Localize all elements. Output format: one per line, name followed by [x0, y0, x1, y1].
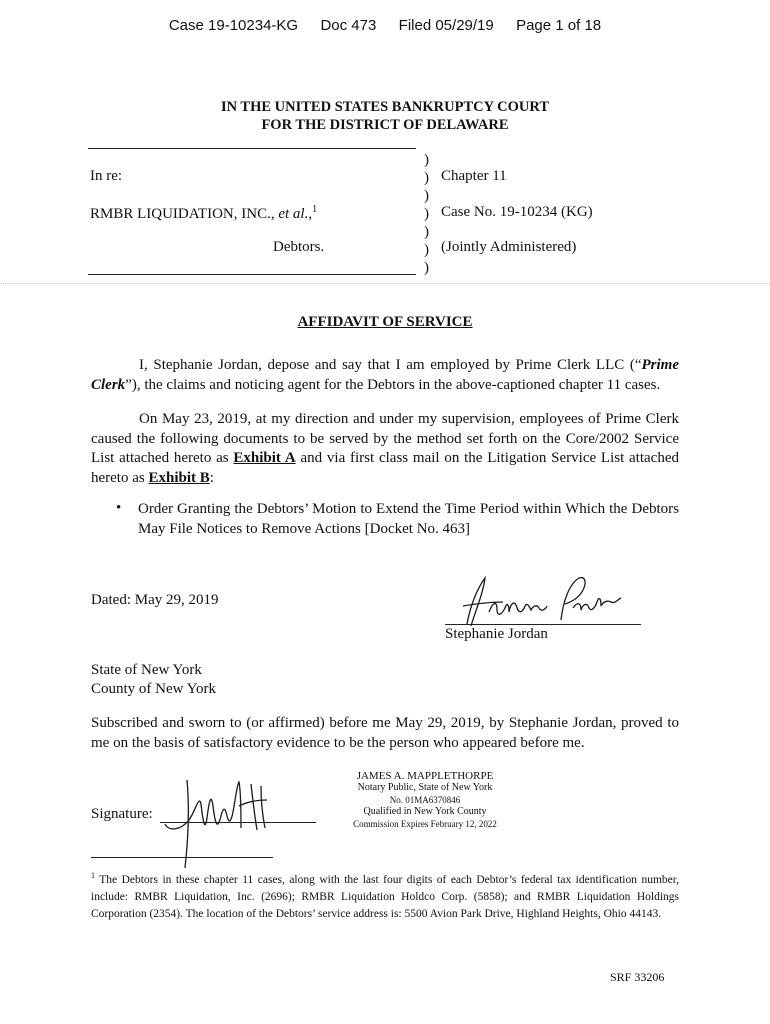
- case-no-label: Case No. 19-10234 (KG): [441, 204, 593, 220]
- served-document-item: Order Granting the Debtors’ Motion to Extend the Time Period within Which the Debtors May File Notices to Remove Actions [Docket No. 463]: [138, 501, 679, 537]
- bullet-dot: •: [116, 500, 122, 516]
- paren: ): [424, 170, 429, 186]
- dated-line: Dated: May 29, 2019: [91, 592, 219, 608]
- para2-text-c: :: [209, 469, 214, 486]
- filed-date: Filed 05/29/19: [398, 17, 494, 34]
- srf-number: SRF 33206: [610, 970, 665, 984]
- court-title: [0, 98, 770, 134]
- paren: ): [424, 224, 429, 240]
- in-re-label: In re:: [90, 168, 123, 184]
- court-line-1: IN THE UNITED STATES BANKRUPTCY COURT: [220, 99, 550, 115]
- footnote-text: The Debtors in these chapter 11 cases, along with the last four digits of each Debtor’s federal tax identification number, include: RMBR Liquidation, Inc. (2696); RMBR Liquidation Holdco Corp. (5858); and RMBR Liquidation Holdings Corporation (2354). The location of the Debtors’ service address is: 5500 Avion Park Drive, Highland Heights, Ohio 44143.: [91, 873, 679, 920]
- notary-stamp: [330, 770, 520, 830]
- paren: ): [424, 206, 429, 222]
- caption-top-rule: [88, 148, 416, 149]
- court-line-2: FOR THE DISTRICT OF DELAWARE: [261, 117, 509, 133]
- notary-line-3: No. 01MA6370846: [389, 795, 461, 805]
- debtor-name-text: RMBR LIQUIDATION, INC.,: [90, 206, 279, 222]
- exhibit-a-ref: Exhibit A: [233, 450, 296, 466]
- footnote-rule: [91, 857, 273, 858]
- debtor-name: RMBR LIQUIDATION, INC., et al.,$^1$: [90, 204, 318, 222]
- footnote-mark: 1: [91, 871, 95, 880]
- affiant-signature: [445, 572, 645, 632]
- para1-text-a: I, Stephanie Jordan, depose and say that I am employed by Prime Clerk LLC (“: [139, 357, 642, 373]
- notary-line-4: Qualified in New York County: [363, 806, 487, 817]
- defined-term: Prime Clerk: [91, 357, 679, 393]
- exhibit-b-ref: Exhibit B: [148, 469, 210, 486]
- para1-text-b: ”), the claims and noticing agent for the Debtors in the above-captioned chapter 11 cases.: [125, 376, 661, 393]
- caption-bottom-rule: [88, 274, 416, 275]
- paren: ): [424, 260, 429, 276]
- notary-name: JAMES A. MAPPLETHORPE: [356, 770, 494, 782]
- document-title: AFFIDAVIT OF SERVICE: [297, 314, 473, 330]
- para2-text-b: and via first class mail on the Litigation Service List attached hereto as: [91, 450, 679, 486]
- page-count: Page 1 of 18: [516, 17, 602, 34]
- venue: [91, 661, 216, 699]
- case-number: Case 19-10234-KG: [168, 17, 299, 34]
- debtors-label: Debtors.: [273, 239, 325, 255]
- doc-number: Doc 473: [320, 17, 377, 34]
- signer-name: Stephanie Jordan: [445, 626, 548, 642]
- paragraph-1: [91, 356, 679, 395]
- paren: ): [424, 188, 429, 204]
- jointly-administered-label: (Jointly Administered): [441, 239, 577, 255]
- footnote: [91, 867, 679, 923]
- paragraph-2: [91, 410, 679, 488]
- venue-county: County of New York: [91, 681, 217, 697]
- notary-signature-line: [160, 822, 316, 823]
- paren: ): [424, 242, 429, 258]
- signature-line: [445, 624, 641, 625]
- notary-line-2: Notary Public, State of New York: [357, 782, 493, 793]
- notary-line-5: Commission Expires February 12, 2022: [353, 819, 497, 829]
- footnote-ref: 1: [312, 204, 318, 215]
- ecf-header: [0, 17, 770, 34]
- signature-label: Signature:: [91, 806, 153, 822]
- para2-text-a: On May 23, 2019, at my direction and under my supervision, employees of Prime Clerk caused the following documents to be served by the method set forth on the Core/2002 Service List attached hereto as: [91, 411, 679, 466]
- venue-state: State of New York: [91, 662, 202, 678]
- paren: ): [424, 152, 429, 168]
- jurat: Subscribed and sworn to (or affirmed) before me May 29, 2019, by Stephanie Jordan, proved to me on the basis of satisfactory evidence to be the person who appeared before me.: [91, 715, 679, 751]
- et-al: et al.: [278, 206, 309, 222]
- caption-separator: [0, 283, 770, 284]
- chapter-label: Chapter 11: [441, 168, 507, 184]
